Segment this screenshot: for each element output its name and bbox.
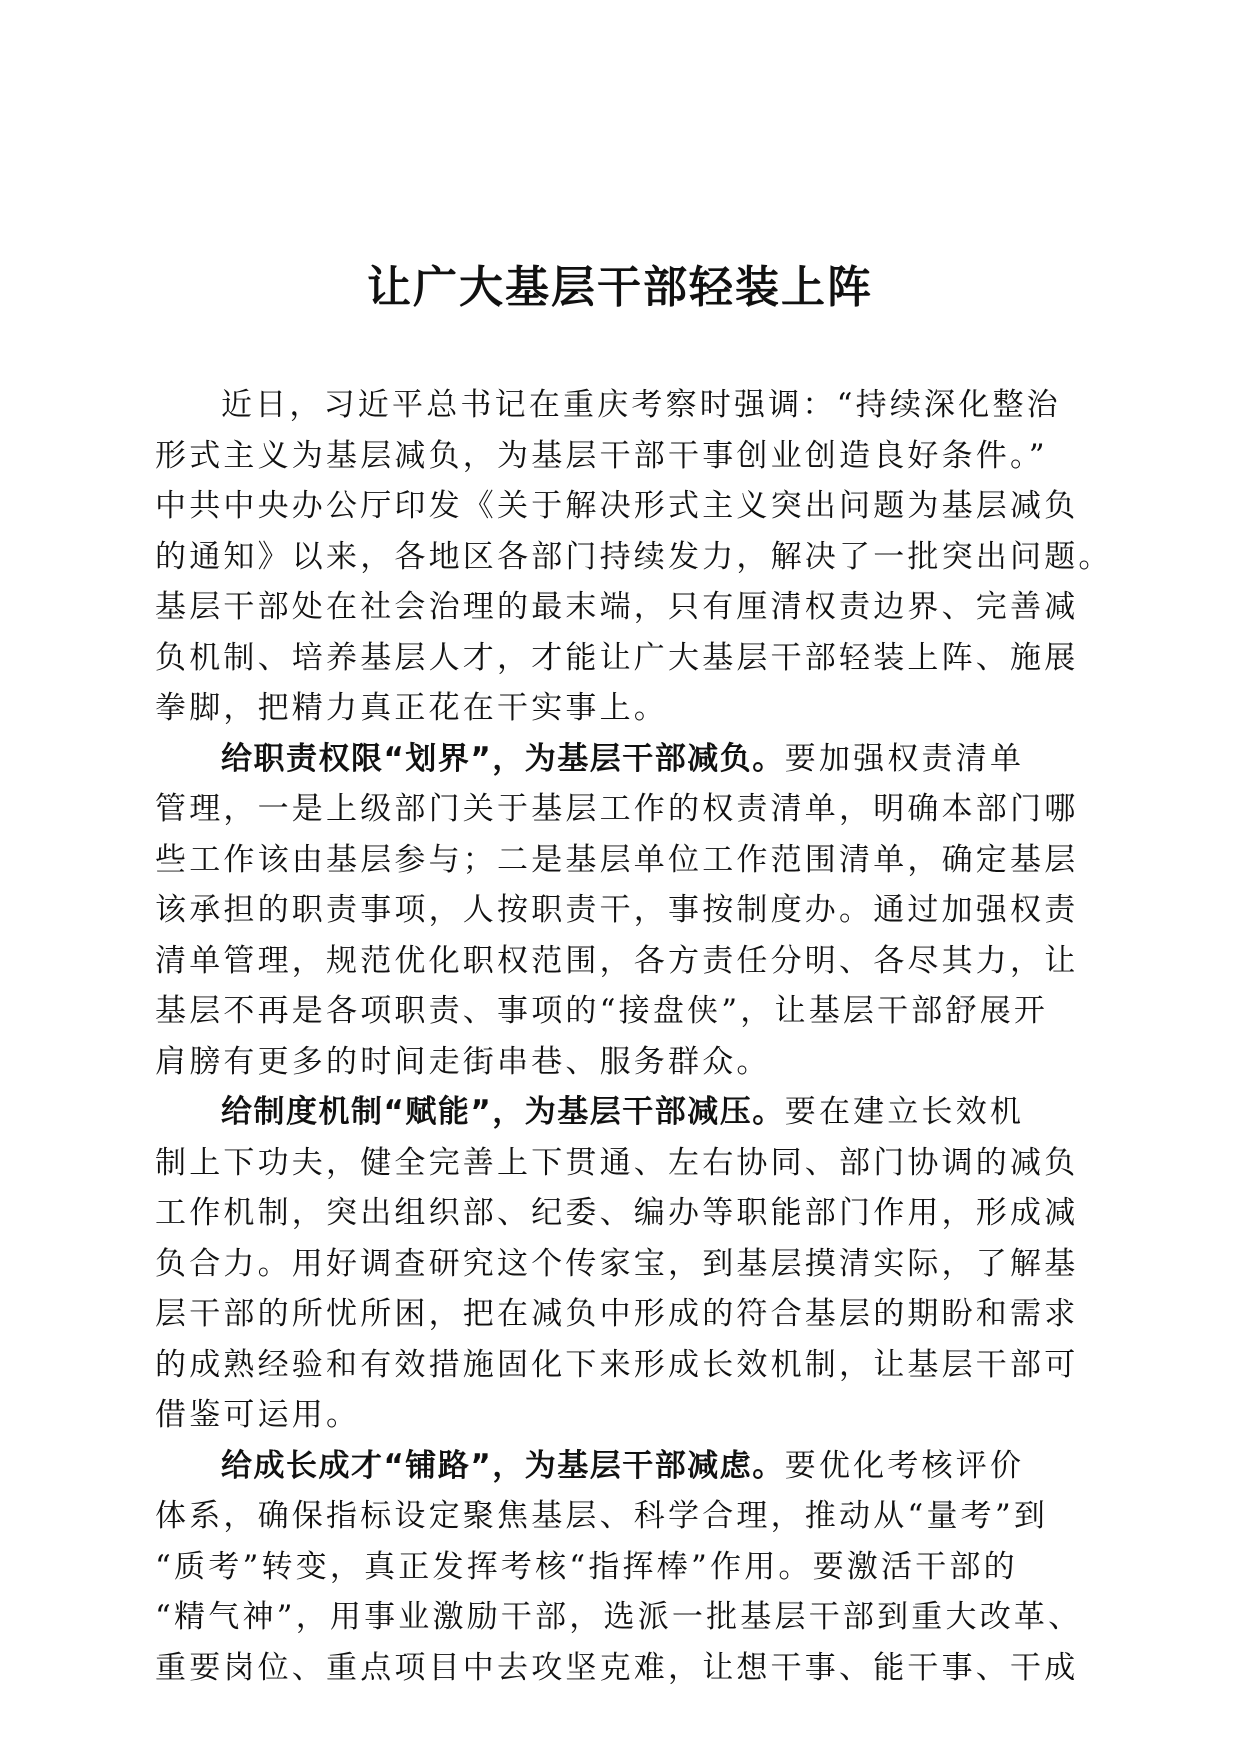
paragraph-mechanism [155,1087,1085,1441]
paragraph-lead: 给职责权限“划界”，为基层干部减负。 [221,740,785,777]
paragraph-line: 工作机制，突出组织部、纪委、编办等职能部门作用，形成减 [155,1195,1079,1231]
paragraph-line: 形式主义为基层减负，为基层干部干事创业创造良好条件。” [155,437,1048,474]
paragraph-line: 拳脚，把精力真正花在干实事上。 [155,690,668,726]
paragraph-line: 负机制、培养基层人才，才能让广大基层干部轻装上阵、施展 [155,639,1079,676]
paragraph-line: 负合力。用好调查研究这个传家宝，到基层摸清实际，了解基 [155,1245,1079,1282]
document-body [155,380,1113,1693]
paragraph-line: 基层干部处在社会治理的最末端，只有厘清权责边界、完善减 [155,589,1079,625]
paragraph-line: 基层不再是各项职责、事项的“接盘侠”，让基层干部舒展开 [155,993,1049,1029]
paragraph-line-text: 要优化考核评价 [784,1447,1025,1484]
paragraph-line: “精气神”，用事业激励干部，选派一批基层干部到重大改革、 [155,1599,1083,1635]
paragraph-lead: 给制度机制“赋能”，为基层干部减压。 [221,1094,785,1130]
paragraph-line: 中共中央办公厅印发《关于解决形式主义突出问题为基层减负 [155,488,1079,524]
paragraph-line: 制上下功夫，健全完善上下贯通、左右协同、部门协调的减负 [155,1144,1079,1181]
paragraph-growth [155,1441,1085,1694]
paragraph-line: 近日，习近平总书记在重庆考察时强调：“持续深化整治 [221,387,1061,423]
paragraph-line: 肩膀有更多的时间走街串巷、服务群众。 [155,1043,771,1080]
paragraph-line: “质考”转变，真正发挥考核“指挥棒”作用。要激活干部的 [155,1548,1018,1585]
paragraph-line: 些工作该由基层参与；二是基层单位工作范围清单，确定基层 [155,841,1079,878]
paragraph-first-line [155,1441,1085,1492]
paragraph-line: 该承担的职责事项，人按职责干，事按制度办。通过加强权责 [155,892,1079,928]
paragraph-line-text: 要加强权责清单 [784,740,1025,777]
paragraph-intro [155,380,1113,734]
paragraph-line: 清单管理，规范优化职权范围，各方责任分明、各尽其力，让 [155,942,1079,979]
paragraph-first-line [155,734,1085,785]
paragraph-line: 管理，一是上级部门关于基层工作的权责清单，明确本部门哪 [155,791,1079,827]
document-title: 让广大基层干部轻装上阵 [367,262,873,313]
paragraph-line: 重要岗位、重点项目中去攻坚克难，让想干事、能干事、干成 [155,1649,1079,1686]
paragraph-line: 借鉴可运用。 [155,1397,361,1433]
paragraph-line: 体系，确保指标设定聚焦基层、科学合理，推动从“量考”到 [155,1498,1049,1534]
paragraph-line: 的成熟经验和有效措施固化下来形成长效机制，让基层干部可 [155,1346,1079,1383]
paragraph-responsibility [155,734,1085,1088]
paragraph-line: 的通知》以来，各地区各部门持续发力，解决了一批突出问题。 [155,538,1113,575]
paragraph-first-line [155,1087,1085,1138]
paragraph-line: 层干部的所忧所困，把在减负中形成的符合基层的期盼和需求 [155,1296,1079,1332]
paragraph-lead: 给成长成才“铺路”，为基层干部减虑。 [221,1447,785,1484]
paragraph-line-text: 要在建立长效机 [784,1094,1025,1130]
